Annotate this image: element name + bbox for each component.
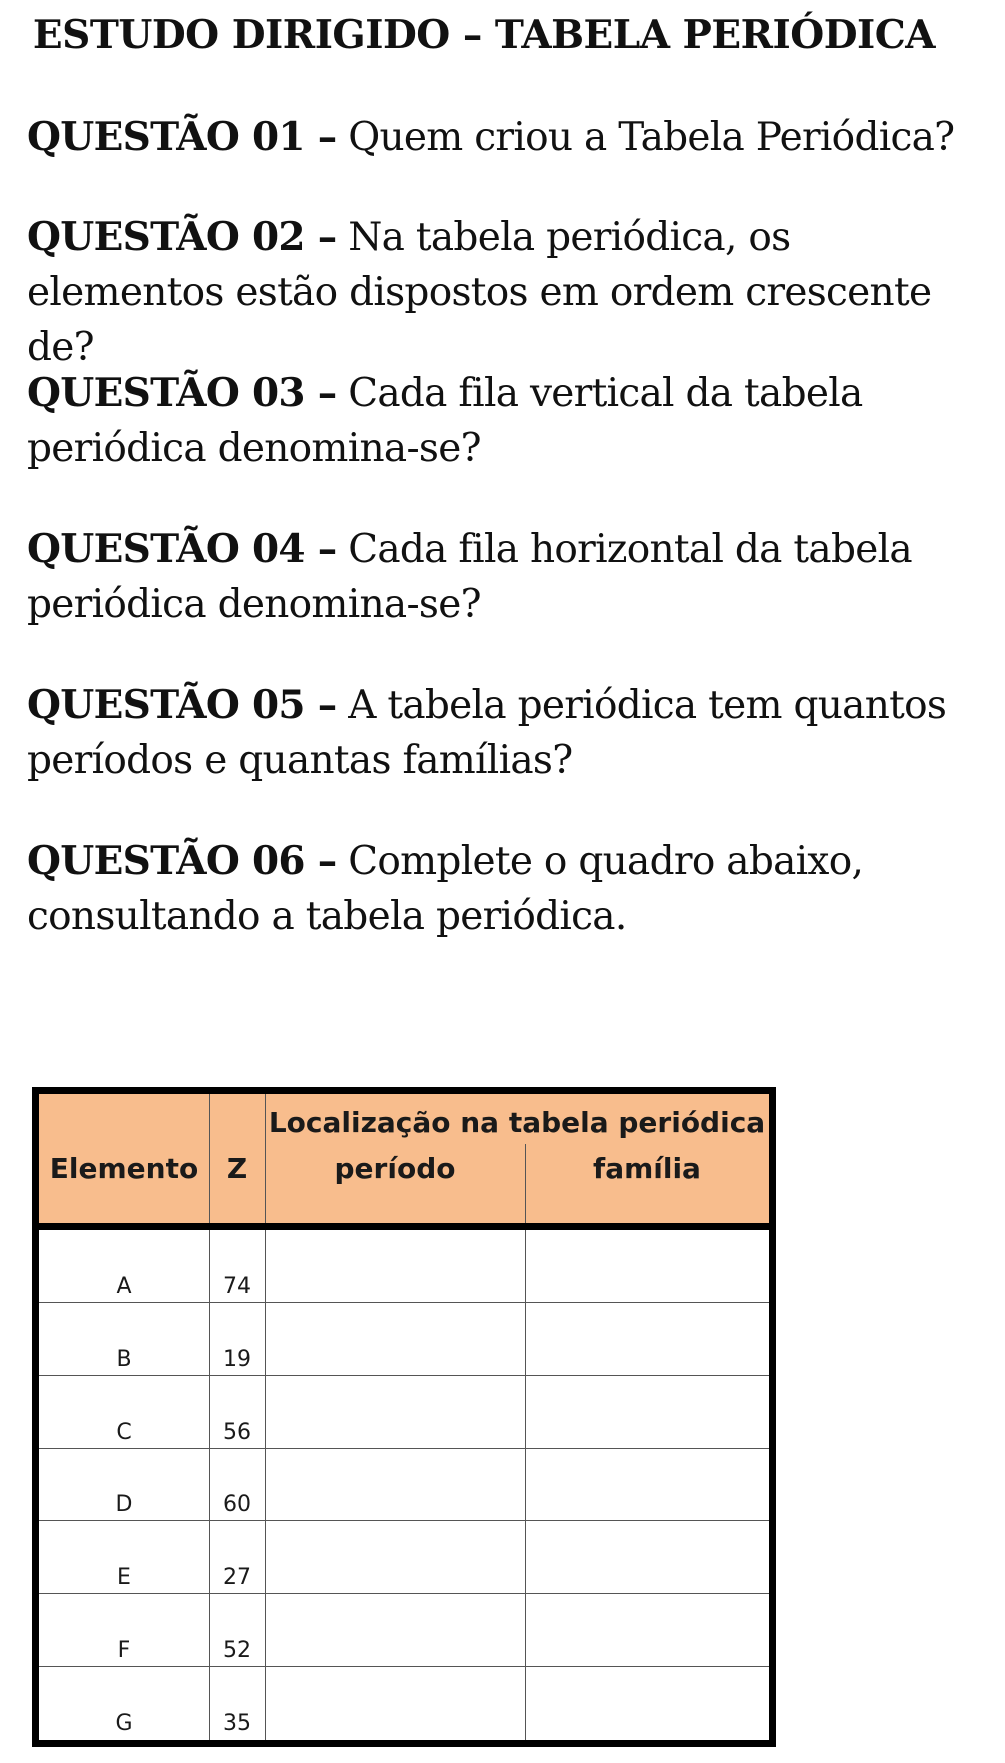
header-elemento: Elemento xyxy=(49,1152,199,1185)
element-table xyxy=(32,1087,776,1747)
question-05-text: A tabela periódica tem quantos períodos e quantas famílias? xyxy=(27,683,947,783)
cell-z: 35 xyxy=(223,1710,251,1736)
question-04 xyxy=(27,522,987,632)
cell-familia-input[interactable] xyxy=(525,1667,769,1740)
header-divider xyxy=(265,1094,266,1223)
question-06 xyxy=(27,834,987,944)
cell-periodo-input[interactable] xyxy=(265,1449,525,1522)
page-title: ESTUDO DIRIGIDO – TABELA PERIÓDICA xyxy=(32,12,936,58)
question-06-label: QUESTÃO 06 – xyxy=(27,838,337,884)
cell-elemento: E xyxy=(117,1565,131,1591)
header-periodo: período xyxy=(334,1152,456,1185)
question-02-text: Na tabela periódica, os elementos estão dispostos em ordem crescente de? xyxy=(27,215,932,370)
cell-familia-input[interactable] xyxy=(525,1376,769,1449)
cell-z: 52 xyxy=(223,1638,251,1664)
header-divider xyxy=(525,1144,526,1223)
question-02 xyxy=(27,210,987,375)
header-localizacao: Localização na tabela periódica xyxy=(268,1106,766,1139)
cell-elemento: G xyxy=(115,1710,133,1736)
cell-z: 74 xyxy=(223,1273,251,1299)
table-body xyxy=(39,1230,769,1740)
table-row xyxy=(39,1667,769,1740)
column-divider xyxy=(525,1230,526,1740)
cell-elemento: F xyxy=(117,1638,131,1664)
cell-periodo-input[interactable] xyxy=(265,1521,525,1594)
cell-familia-input[interactable] xyxy=(525,1594,769,1667)
column-divider xyxy=(209,1230,210,1740)
question-05 xyxy=(27,678,987,788)
cell-familia-input[interactable] xyxy=(525,1303,769,1376)
cell-periodo-input[interactable] xyxy=(265,1303,525,1376)
question-05-label: QUESTÃO 05 – xyxy=(27,682,337,728)
question-03-label: QUESTÃO 03 – xyxy=(27,370,337,416)
question-02-label: QUESTÃO 02 – xyxy=(27,214,337,260)
table-header xyxy=(39,1094,769,1230)
table-row xyxy=(39,1230,769,1303)
header-familia: família xyxy=(593,1152,701,1185)
cell-z: 27 xyxy=(223,1565,251,1591)
cell-elemento: C xyxy=(116,1419,132,1445)
cell-elemento: B xyxy=(116,1346,132,1372)
question-03 xyxy=(27,366,987,476)
header-divider xyxy=(209,1094,210,1223)
question-06-text: Complete o quadro abaixo, consultando a tabela periódica. xyxy=(27,839,864,939)
cell-z: 56 xyxy=(223,1419,251,1445)
cell-elemento: A xyxy=(116,1273,132,1299)
question-04-text: Cada fila horizontal da tabela periódica denomina-se? xyxy=(27,527,912,627)
cell-z: 60 xyxy=(223,1492,251,1518)
cell-periodo-input[interactable] xyxy=(265,1667,525,1740)
cell-periodo-input[interactable] xyxy=(265,1594,525,1667)
table-row xyxy=(39,1303,769,1376)
header-z: Z xyxy=(226,1152,248,1185)
table-row xyxy=(39,1449,769,1522)
cell-z: 19 xyxy=(223,1346,251,1372)
cell-familia-input[interactable] xyxy=(525,1449,769,1522)
question-04-label: QUESTÃO 04 – xyxy=(27,526,337,572)
cell-periodo-input[interactable] xyxy=(265,1376,525,1449)
cell-periodo-input[interactable] xyxy=(265,1230,525,1303)
cell-familia-input[interactable] xyxy=(525,1521,769,1594)
question-01-text: Quem criou a Tabela Periódica? xyxy=(336,115,955,160)
table-row xyxy=(39,1376,769,1449)
question-03-text: Cada fila vertical da tabela periódica denomina-se? xyxy=(27,371,863,471)
question-01-label: QUESTÃO 01 – xyxy=(27,114,337,160)
table-row xyxy=(39,1521,769,1594)
question-01 xyxy=(27,110,987,165)
cell-elemento: D xyxy=(115,1492,133,1518)
column-divider xyxy=(265,1230,266,1740)
cell-familia-input[interactable] xyxy=(525,1230,769,1303)
table-row xyxy=(39,1594,769,1667)
